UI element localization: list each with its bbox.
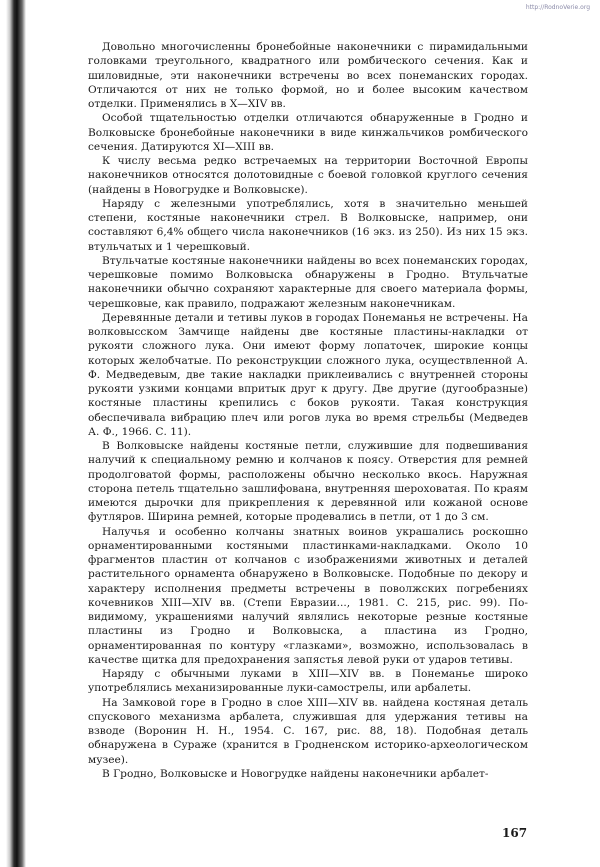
paragraph: Втульчатые костяные наконечники найдены во всех понеманских городах, черешковые помимо Волковыска обнаружены в Гродно. Втульчатые наконечники обычно сохраняют характерные для своего материала формы, черешковые, как правило, подражают железным наконечникам. [88,254,528,310]
paragraph: Особой тщательностью отделки отличаются обнаруженные в Гродно и Волковыске бронебойные наконечники в виде кинжальчиков ромбического сечения. Датируются XI—XIII вв. [88,112,528,153]
paragraph: На Замковой горе в Гродно в слое XIII—XIV вв. найдена костяная деталь спускового механизма арбалета, служившая для удержания тетивы на взводе (Воронин Н. Н., 1954. С. 167, рис. 88, 18). Подобная деталь обнаружена в Сураже (хранится в Гродненском историко-археологическом музее). [88,696,528,766]
page-binding-shadow [0,0,26,867]
paragraph: Наряду с обычными луками в XIII—XIV вв. в Понеманье широко употреблялись механизированные луки-самострелы, или арбалеты. [88,668,528,695]
paragraph: Наряду с железными употреблялись, хотя в значительно меньшей степени, костяные наконечники стрел. В Волковыске, например, они составляют 6,4% общего числа наконечников (16 экз. из 250). Из них 15 экз. втульчатых и 1 черешковый. [88,197,528,253]
paragraph: В Гродно, Волковыске и Новогрудке найдены наконечники арбалет- [102,767,489,780]
watermark: http://RodnoVerie.org [525,4,590,11]
paragraph: Деревянные детали и тетивы луков в городах Понеманья не встречены. На волковысском Замчище найдены две костяные пластины-накладки от рукояти сложного лука. Они имеют форму лопаточек, широкие концы которых желобчатые. По реконструкции сложного лука, осуществленной А. Ф. Медведевым, две такие накладки приклеивались с внутренней стороны рукояти узкими концами впритык друг к другу. Две другие (дугообразные) костяные пластины крепились с боков рукояти. Такая конструкция обеспечивала вибрацию плеч или рогов лука во время стрельбы (Медведев А. Ф., 1966. С. 11). [88,311,528,438]
page-number: 167 [502,826,528,840]
page-body [88,40,528,781]
paragraph: К числу весьма редко встречаемых на территории Восточной Европы наконечников относятся долотовидные с боевой головкой круглого сечения (найдены в Новогрудке и Волковыске). [88,155,528,196]
paragraph: В Волковыске найдены костяные петли, служившие для подвешивания налучий к специальному ремню и колчанов к поясу. Отверстия для ремней продолговатой формы, расположены обычно несколько вкось. Наружная сторона петель тщательно зашлифована, внутренняя шероховатая. По краям имеются дырочки для прикрепления к деревянной или кожаной основе футляров. Ширина ремней, которые продевались в петли, от 1 до 3 см. [88,440,528,524]
paragraph: Довольно многочисленны бронебойные наконечники с пирамидальными головками треугольного, квадратного или ромбического сечения. Как и шиловидные, эти наконечники встречены во всех понеманских городах. Отличаются от них не только формой, но и более высоким качеством отделки. Применялись в X—XIV вв. [88,41,528,110]
paragraph: Налучья и особенно колчаны знатных воинов украшались роскошно орнаментированными костяными пластинками-накладками. Около 10 фрагментов пластин от колчанов с изображениями животных и деталей растительного орнамента обнаружено в Волковыске. Подобные по декору и характеру исполнения предметы встречены в поволжских погребениях кочевников XIII—XIV вв. (Степи Евразии..., 1981. С. 215, рис. 99). По-видимому, украшениями налучий являлись некоторые резные костяные пластины из Гродно и Волковыска, а пластина из Гродно, орнаментированная по контуру «глазками», возможно, использовалась в качестве щитка для предохранения запястья левой руки от ударов тетивы. [88,525,528,666]
